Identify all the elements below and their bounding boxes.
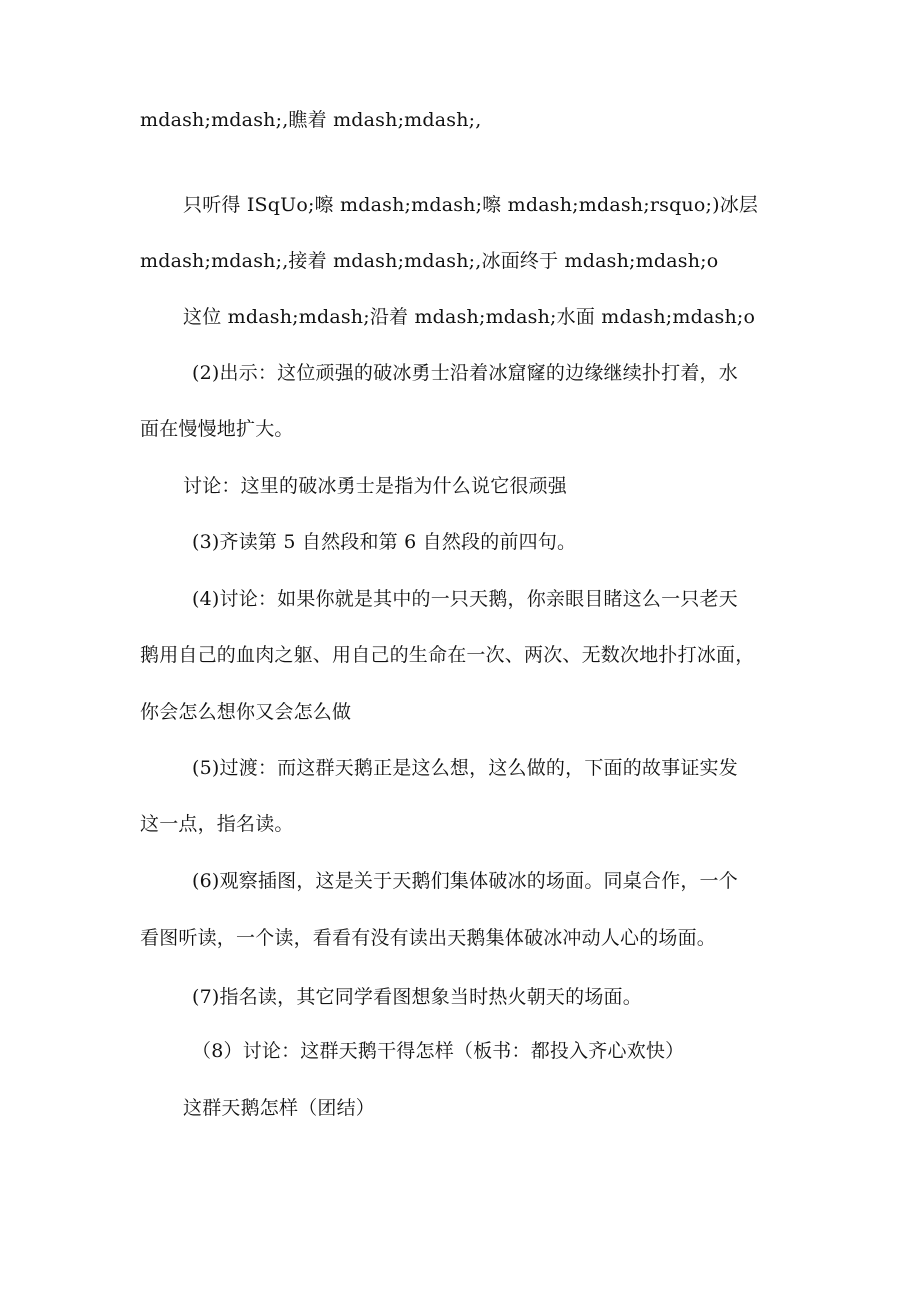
text-line-10: 鹅用自己的血肉之躯、用自己的生命在一次、两次、无数次地扑打冰面， — [140, 644, 755, 666]
text-line-6: 面在慢慢地扩大。 — [140, 418, 294, 440]
text-line-8: (3)齐读第 5 自然段和第 6 自然段的前四句。 — [192, 531, 577, 553]
text-line-1: mdash;mdash;,瞧着 mdash;mdash;, — [140, 109, 482, 131]
text-line-17: （8）讨论：这群天鹅干得怎样（板书：都投入齐心欢快） — [192, 1040, 685, 1062]
text-line-13: 这一点，指名读。 — [140, 813, 294, 835]
text-line-9: (4)讨论：如果你就是其中的一只天鹅，你亲眼目睹这么一只老天 — [192, 588, 738, 610]
text-line-16: (7)指名读，其它同学看图想象当时热火朝天的场面。 — [192, 986, 642, 1008]
text-line-2: 只听得 ISqUo;嚓 mdash;mdash;嚓 mdash;mdash;rsquo;)冰层 — [183, 194, 759, 216]
text-line-4: 这位 mdash;mdash;沿着 mdash;mdash;水面 mdash;mdash;o — [183, 306, 756, 328]
text-line-7: 讨论：这里的破冰勇士是指为什么说它很顽强 — [183, 475, 568, 497]
text-line-12: (5)过渡：而这群天鹅正是这么想，这么做的，下面的故事证实发 — [192, 757, 738, 779]
text-line-3: mdash;mdash;,接着 mdash;mdash;,冰面终于 mdash;mdash;o — [140, 250, 719, 272]
text-line-11: 你会怎么想你又会怎么做 — [140, 701, 352, 723]
text-line-18: 这群天鹅怎样（团结） — [183, 1097, 376, 1119]
text-line-15: 看图听读，一个读，看看有没有读出天鹅集体破冰冲动人心的场面。 — [140, 927, 717, 949]
text-line-14: (6)观察插图，这是关于天鹅们集体破冰的场面。同桌合作，一个 — [192, 870, 738, 892]
text-line-5: (2)出示：这位顽强的破冰勇士沿着冰窟窿的边缘继续扑打着，水 — [192, 362, 738, 384]
